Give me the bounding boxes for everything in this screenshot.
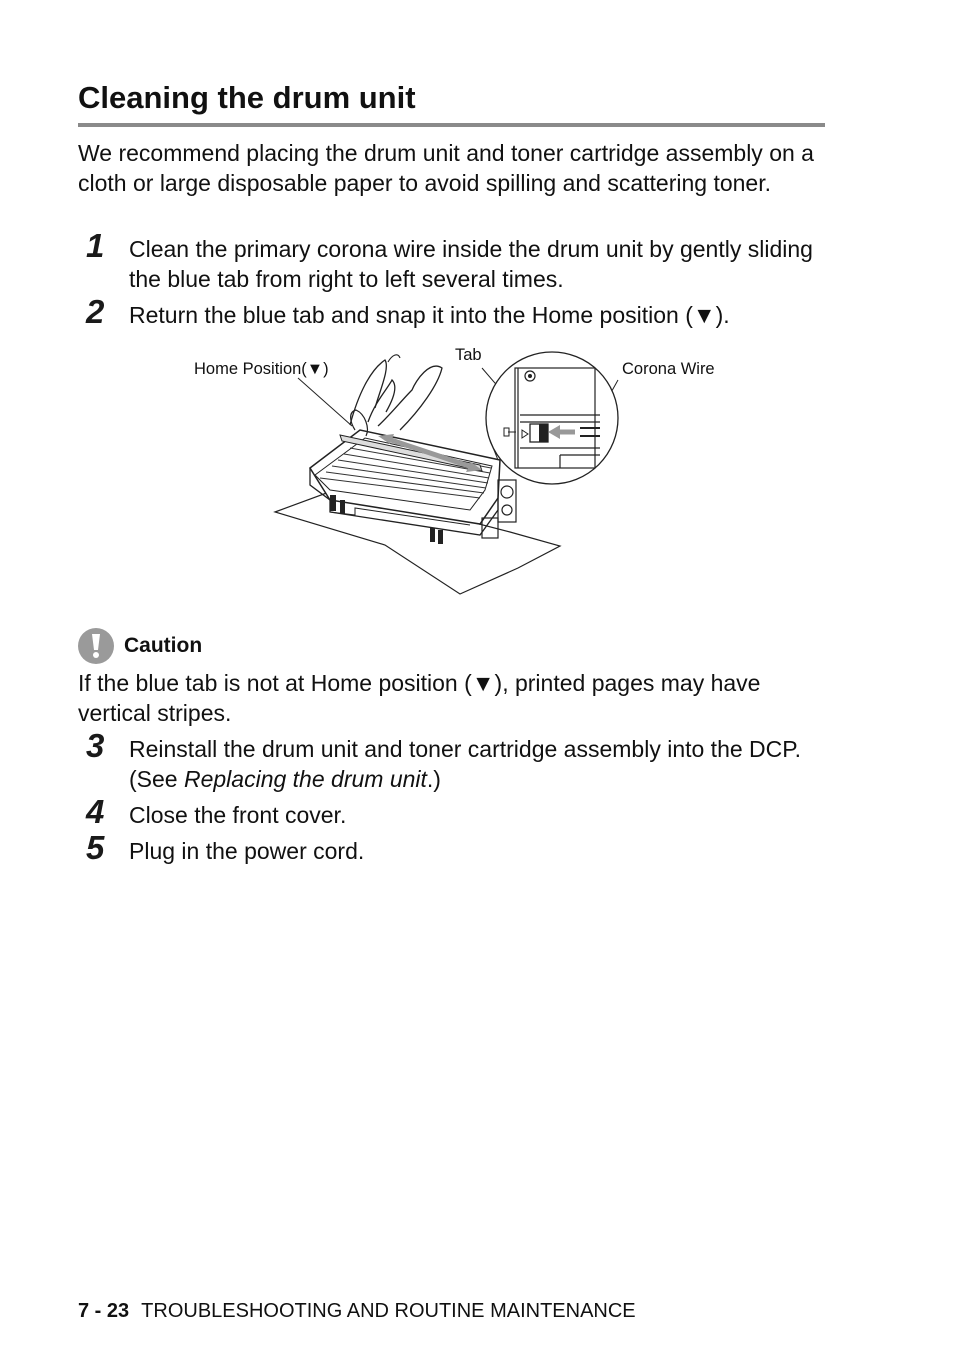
replacing-drum-unit-reference: Replacing the drum unit	[183, 765, 427, 792]
exclamation-icon	[78, 628, 114, 664]
tab-label: Tab	[455, 346, 482, 364]
step-text-2: Return the blue tab and snap it into the Home position (▼).	[129, 302, 730, 328]
step-text-1: Clean the primary corona wire inside the drum unit by gently sliding the blue tab from right to left several times.	[129, 236, 813, 292]
title-rule	[78, 123, 825, 127]
home-position-label: Home Position(▼)	[194, 360, 329, 378]
step-3-text-end: .)	[426, 765, 441, 792]
step-text-5: Plug in the power cord.	[129, 838, 365, 864]
caution-text: If the blue tab is not at Home position (▼), printed pages may have vertical stripes.	[78, 670, 761, 726]
page-footer	[78, 1300, 636, 1323]
caution-header	[78, 628, 202, 664]
step-number-2: 2	[86, 293, 105, 330]
step-text-3	[129, 735, 829, 794]
drum-unit-illustration	[180, 340, 740, 602]
corona-wire-label: Corona Wire	[622, 360, 715, 378]
page-title: Cleaning the drum unit	[78, 80, 416, 115]
chapter-title: TROUBLESHOOTING AND ROUTINE MAINTENANCE	[141, 1300, 636, 1322]
step-number-4: 4	[86, 793, 105, 830]
step-text-4: Close the front cover.	[129, 802, 347, 828]
caution-label: Caution	[124, 634, 203, 657]
step-number-1: 1	[86, 227, 105, 264]
intro-paragraph: We recommend placing the drum unit and toner cartridge assembly on a cloth or large disposable paper to avoid spilling and scattering toner.	[78, 140, 814, 196]
drum-unit-figure	[180, 340, 740, 602]
step-number-5: 5	[86, 829, 105, 866]
step-3-text-start: Reinstall the drum unit and toner cartridge assembly into the DCP. (See	[129, 736, 802, 792]
step-number-3: 3	[86, 727, 105, 764]
page-number: 7 - 23	[78, 1300, 130, 1322]
